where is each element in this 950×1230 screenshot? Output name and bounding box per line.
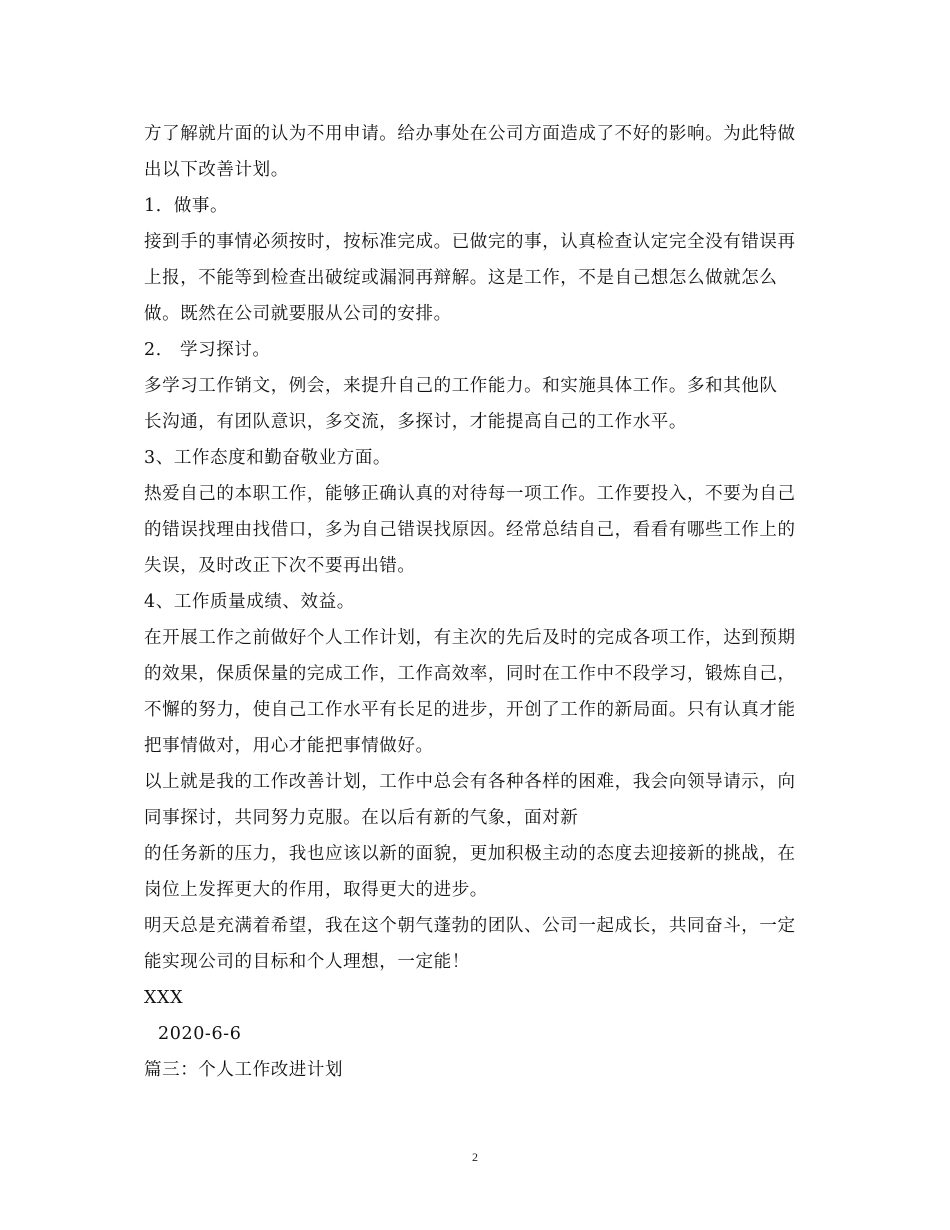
text-line: 接到手的事情必须按时，按标准完成。已做完的事，认真检查认定完全没有错误再	[144, 232, 796, 252]
text-line: 的效果，保质保量的完成工作，工作高效率，同时在工作中不段学习，锻炼自己，	[144, 664, 796, 684]
text-line: 岗位上发挥更大的作用，取得更大的进步。	[144, 880, 488, 900]
text-line: 的任务新的压力，我也应该以新的面貌，更加积极主动的态度去迎接新的挑战，在	[144, 844, 796, 864]
section-heading: 1．做事。	[144, 196, 229, 216]
section-heading: 4、工作质量成绩、效益。	[144, 592, 355, 612]
text-line: 方了解就片面的认为不用申请。给办事处在公司方面造成了不好的影响。为此特做	[144, 124, 796, 144]
text-line: 出以下改善计划。	[144, 160, 289, 180]
section-heading: 3、工作态度和勤奋敬业方面。	[144, 448, 392, 468]
text-line: 热爱自己的本职工作，能够正确认真的对待每一项工作。工作要投入，不要为自己	[144, 484, 796, 504]
page-number: 2	[472, 1150, 478, 1164]
text-line: 明天总是充满着希望，我在这个朝气蓬勃的团队、公司一起成长，共同奋斗，一定	[144, 916, 796, 936]
text-line: 在开展工作之前做好个人工作计划，有主次的先后及时的完成各项工作，达到预期	[144, 628, 796, 648]
signature-name: XXX	[144, 988, 184, 1008]
chapter-heading: 篇三：个人工作改进计划	[144, 1060, 344, 1080]
text-line: 上报，不能等到检查出破绽或漏洞再辩解。这是工作，不是自己想怎么做就怎么	[144, 268, 778, 288]
text-line: 同事探讨，共同努力克服。在以后有新的气象，面对新	[144, 808, 579, 828]
text-line: 的错误找理由找借口，多为自己错误找原因。经常总结自己，看看有哪些工作上的	[144, 520, 796, 540]
text-line: 长沟通，有团队意识，多交流，多探讨，才能提高自己的工作水平。	[144, 412, 687, 432]
text-line: 多学习工作销文，例会，来提升自己的工作能力。和实施具体工作。多和其他队	[144, 376, 778, 396]
body-text	[144, 116, 820, 1088]
section-heading: 2． 学习探讨。	[144, 340, 271, 360]
signature-date: 2020-6-6	[158, 1024, 242, 1044]
text-line: 以上就是我的工作改善计划，工作中总会有各种各样的困难，我会向领导请示，向	[144, 772, 796, 792]
text-line: 不懈的努力，使自己工作水平有长足的进步，开创了工作的新局面。只有认真才能	[144, 700, 796, 720]
text-line: 能实现公司的目标和个人理想，一定能！	[144, 952, 470, 972]
text-line: 把事情做对，用心才能把事情做好。	[144, 736, 434, 756]
text-line: 做。既然在公司就要服从公司的安排。	[144, 304, 452, 324]
text-line: 失误，及时改正下次不要再出错。	[144, 556, 416, 576]
